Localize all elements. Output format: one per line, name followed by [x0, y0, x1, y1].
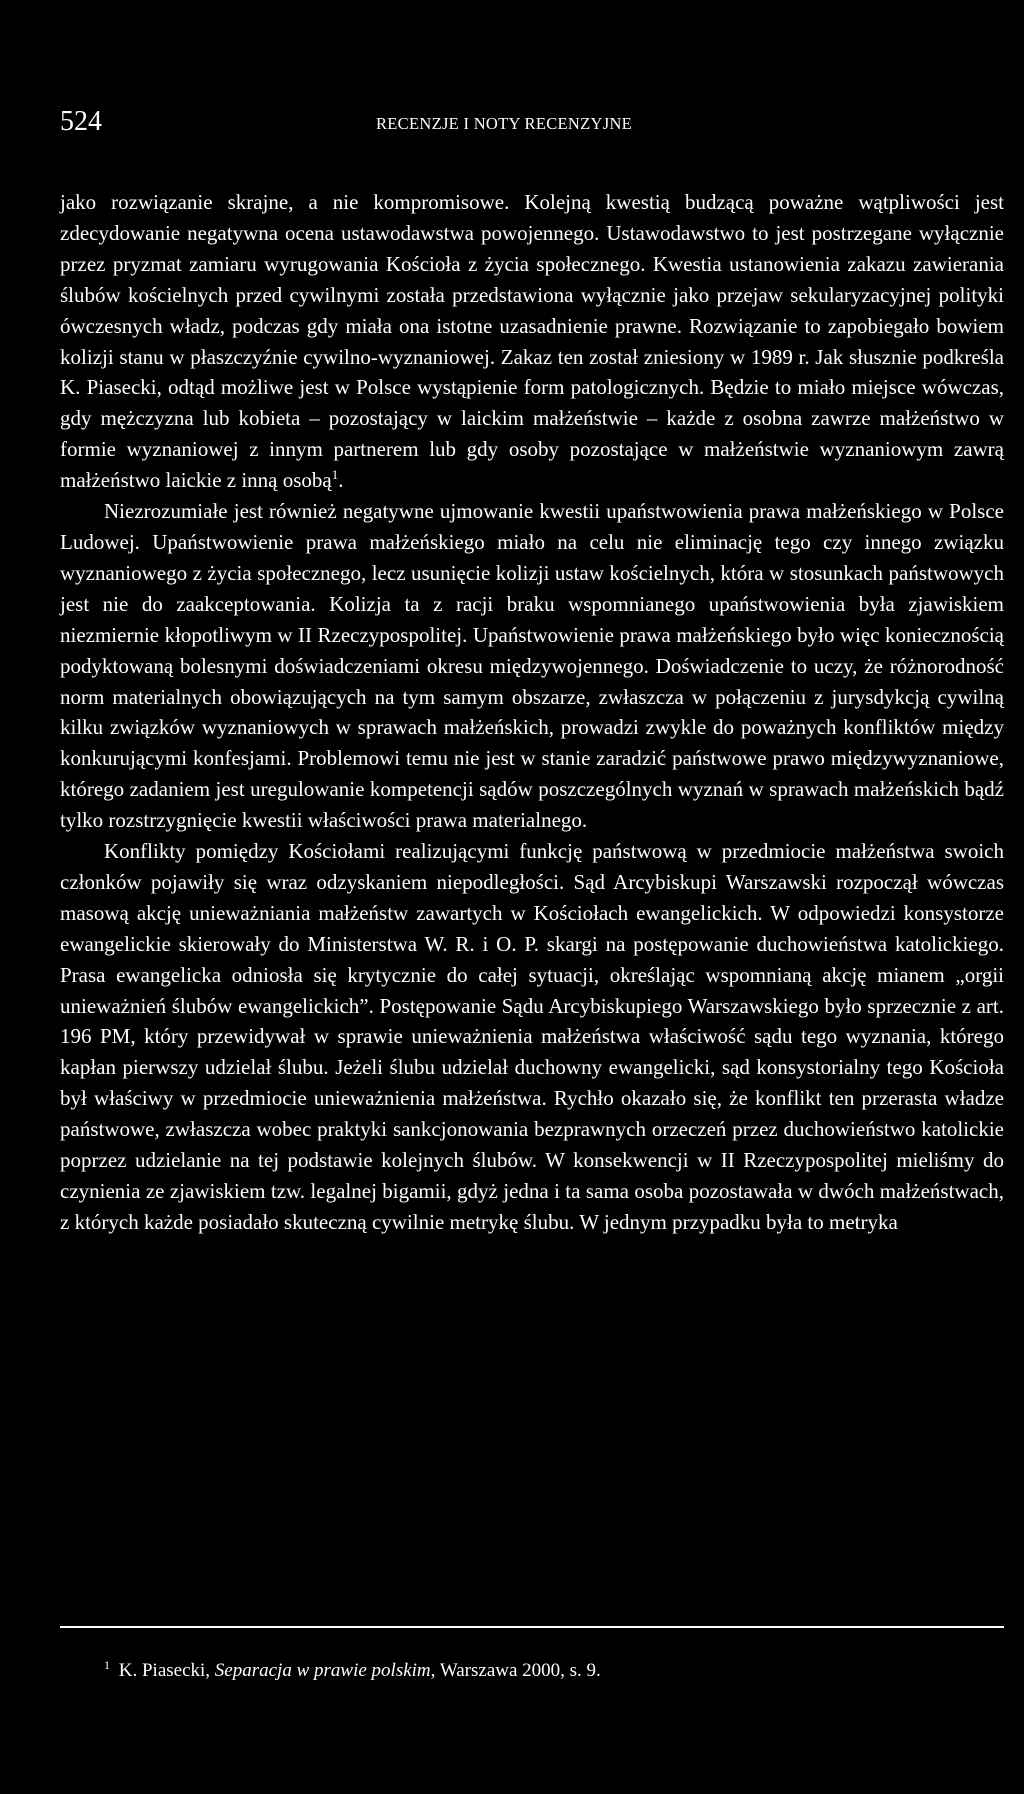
paragraph-1 — [60, 187, 1004, 496]
footnote — [104, 1658, 1004, 1684]
footnote-author: K. Piasecki, — [118, 1660, 211, 1681]
footnote-reference[interactable]: 1 — [331, 467, 339, 483]
footnote-rest: Warszawa 2000, s. 9. — [439, 1660, 601, 1681]
footnote-divider — [60, 1626, 1004, 1628]
paragraph-2: Niezrozumiałe jest również negatywne ujmowanie kwestii upaństwowienia prawa małżeńskiego w Polsce Ludowej. Upaństwowienie prawa małżeńskiego miało na celu nie eliminację tego czy innego związku wyznaniowego z życia społecznego, lecz usunięcie kolizji ustaw kościelnych, która w stosunkach państwowych jest nie do zaakceptowania. Kolizja ta z racji braku wspomnianego upaństwowienia była zjawiskiem niezmiernie kłopotliwym w II Rzeczypospolitej. Upaństwowienie prawa małżeńskiego było więc koniecznością podyktowaną bolesnymi doświadczeniami okresu międzywojennego. Doświadczenie to uczy, że różnorodność norm materialnych obowiązujących na tym samym obszarze, zwłaszcza w połączeniu z jurysdykcją cywilną kilku związków wyznaniowych w sprawach małżeńskich, prowadzi zwykle do poważnych konfliktów między konkurującymi konfesjami. Problemowi temu nie jest w stanie zaradzić państwowe prawo międzywyznaniowe, którego zadaniem jest uregulowanie kompetencji sądów poszczególnych wyznań w sprawach małżeńskich bądź tylko rozstrzygnięcie kwestii właściwości prawa materialnego. — [60, 499, 1004, 833]
section-title: RECENZJE I NOTY RECENZYJNE — [376, 114, 633, 133]
paragraph-3: Konflikty pomiędzy Kościołami realizującymi funkcję państwową w przedmiocie małżeństwa swoich członków pojawiły się wraz odzyskaniem niepodległości. Sąd Arcybiskupi Warszawski rozpoczął wówczas masową akcję unieważniania małżeństw zawartych w Kościołach ewangelickich. W odpowiedzi konsystorze ewangelickie skierowały do Ministerstwa W. R. i O. P. skargi na postępowanie duchowieństwa katolickiego. Prasa ewangelicka odniosła się krytycznie do całej sytuacji, określając wspomnianą akcję mianem „orgii unieważnień ślubów ewangelickich”. Postępowanie Sądu Arcybiskupiego Warszawskiego było sprzecznie z art. 196 PM, który przewidywał w sprawie unieważnienia małżeństwa właściwość sądu tego wyznania, którego kapłan pierwszy udzielał ślubu. Jeżeli ślubu udzielał duchowny ewangelicki, sąd konsystorialny tego Kościoła był właściwy w przedmiocie unieważnienia małżeństwa. Rychło okazało się, że konflikt ten przerasta władze państwowe, zwłaszcza wobec praktyki sankcjonowania bezprawnych orzeczeń przez duchowieństwo katolickie poprzez udzielanie na tej podstawie kolejnych ślubów. W konsekwencji w II Rzeczypospolitej mieliśmy do czynienia ze zjawiskiem tzw. legalnej bigamii, gdyż jedna i ta sama osoba pozostawała w dwóch małżeństwach, z których każde posiadało skuteczną cywilnie metrykę ślubu. W jednym przypadku była to metryka — [60, 839, 1004, 1234]
paragraph-1-tail: . — [338, 468, 344, 493]
footnote-title: Separacja w prawie polskim, — [214, 1660, 436, 1681]
footnote-number: 1 — [104, 1657, 110, 1672]
page-number: 524 — [60, 106, 102, 137]
body-text — [60, 187, 1004, 1238]
paragraph-1-text: jako rozwiązanie skrajne, a nie kompromisowe. Kolejną kwestią budzącą poważne wątpliwości jest zdecydowanie negatywna ocena ustawodawstwa powojennego. Ustawodawstwo to jest postrzegane wyłącznie przez pryzmat zamiaru wyrugowania Kościoła z życia społecznego. Kwestia ustanowienia zakazu zawierania ślubów kościelnych przed cywilnymi została przedstawiona wyłącznie jako przejaw sekularyzacyjnej polityki ówczesnych władz, podczas gdy miała ona istotne uzasadnienie prawne. Rozwiązanie to zapobiegało bowiem kolizji stanu w płaszczyźnie cywilno-wyznaniowej. Zakaz ten został zniesiony w 1989 r. Jak słusznie podkreśla K. Piasecki, odtąd możliwe jest w Polsce wystąpienie form patologicznych. Będzie to miało miejsce wówczas, gdy mężczyzna lub kobieta – pozostający w laickim małżeństwie – każde z osobna zawrze małżeństwo w formie wyznaniowej z innym partnerem lub gdy osoby pozostające w małżeństwie wyznaniowym zawrą małżeństwo laickie z inną osobą — [60, 190, 1004, 493]
running-head — [60, 104, 1004, 144]
